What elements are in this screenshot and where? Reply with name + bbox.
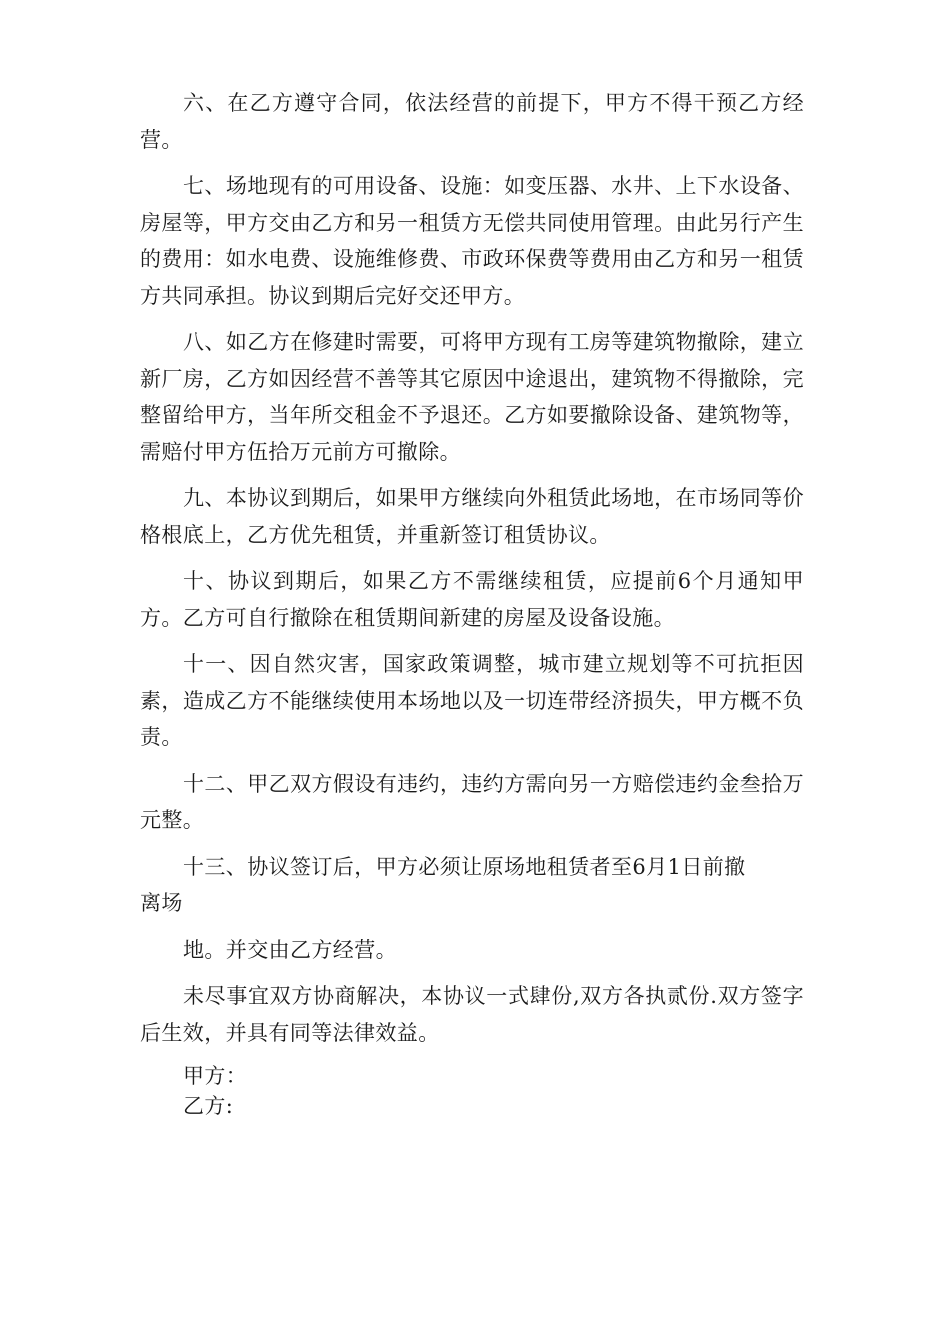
document-page [140,85,804,1121]
party-a-signature-label: 甲方： [183,1064,248,1088]
clause-10: 十、协议到期后，如果乙方不需继续租赁，应提前6个月通知甲方。乙方可自行撤除在租赁期间新建的房屋及设备设施。 [140,569,804,630]
clause-13 [140,849,804,969]
party-b-signature-label: 乙方: [183,1094,234,1118]
clause-7: 七、场地现有的可用设备、设施：如变压器、水井、上下水设备、房屋等，甲方交由乙方和另一租赁方无偿共同使用管理。由此另行产生的费用：如水电费、设施维修费、市政环保费等费用由乙方和另一租赁方共同承担。协议到期后完好交还甲方。 [140,174,804,308]
clause-6: 六、在乙方遵守合同，依法经营的前提下，甲方不得干预乙方经营。 [140,91,804,152]
clause-9: 九、本协议到期后，如果甲方继续向外租赁此场地，在市场同等价格根底上，乙方优先租赁，并重新签订租赁协议。 [140,486,804,547]
clause-11: 十一、因自然灾害，国家政策调整，城市建立规划等不可抗拒因素，造成乙方不能继续使用本场地以及一切连带经济损失，甲方概不负责。 [140,652,804,749]
clause-13-line-2: 离场 [140,891,183,915]
clause-13-line-3: 地。并交由乙方经营。 [183,937,397,962]
clause-13-line-1: 十三、协议签订后，甲方必须让原场地租赁者至6月1日前撤 [183,854,746,879]
clause-8: 八、如乙方在修建时需要，可将甲方现有工房等建筑物撤除，建立新厂房，乙方如因经营不善等其它原因中途退出，建筑物不得撤除，完整留给甲方，当年所交租金不予退还。乙方如要撤除设备、建筑物等，需赔付甲方伍拾万元前方可撤除。 [140,330,804,464]
closing-paragraph: 未尽事宜双方协商解决，本协议一式肆份,双方各执贰份.双方签字后生效，并具有同等法律效益。 [140,984,804,1045]
clause-12: 十二、甲乙双方假设有违约，违约方需向另一方赔偿违约金叁拾万元整。 [140,771,804,832]
